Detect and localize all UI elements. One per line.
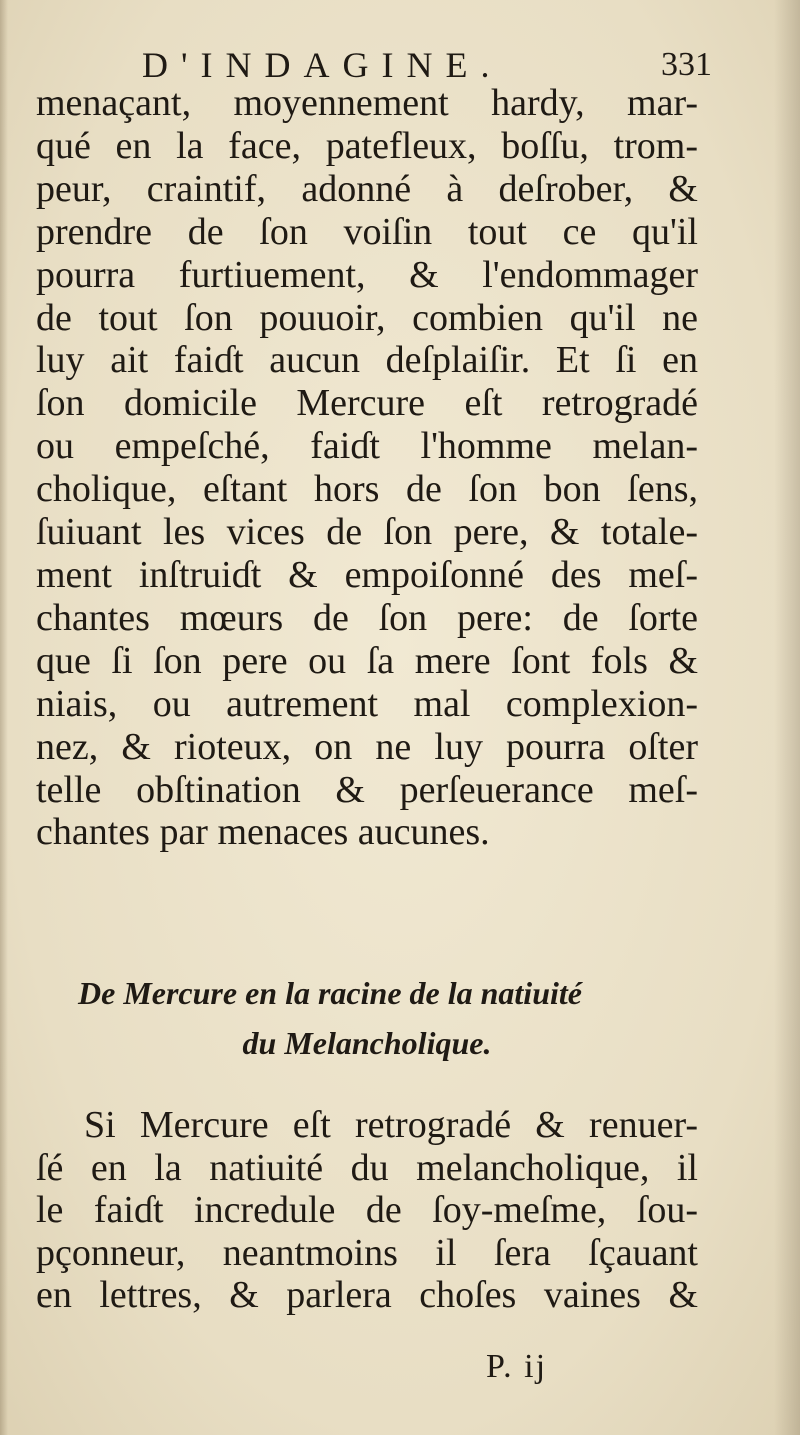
text-line: qué en la face, patefleux, boſſu, trom-: [36, 124, 698, 167]
paragraph-2: [36, 1104, 698, 1317]
paragraph-1: [36, 82, 698, 854]
text-line: de tout ſon pouuoir, combien qu'il ne: [36, 296, 698, 339]
running-title: D'INDAGINE.: [142, 45, 503, 85]
text-line: chantes mœurs de ſon pere: de ſorte: [36, 596, 698, 639]
text-line: luy ait faiɗt aucun deſplaiſir. Et ſi en: [36, 339, 698, 382]
text-line: en lettres, & parlera choſes vaines &: [36, 1274, 698, 1316]
section-heading: [36, 968, 698, 1068]
text-line: niais, ou autrement mal complexion-: [36, 682, 698, 725]
text-line: Si Mercure eſt retrogradé & renuer-: [84, 1104, 698, 1146]
signature-mark: P. ij: [486, 1348, 548, 1385]
text-line: pourra furtiuement, & l'endommager: [36, 253, 698, 296]
heading-line: du Melancholique.: [242, 1025, 492, 1061]
text-line: cholique, eſtant hors de ſon bon ſens,: [36, 468, 698, 511]
text-line: chantes par menaces aucunes.: [36, 811, 490, 854]
text-line: que ſi ſon pere ou ſa mere ſont fols &: [36, 639, 698, 682]
text-line: telle obſtination & perſeuerance meſ-: [36, 768, 698, 811]
text-line: prendre de ſon voiſin tout ce qu'il: [36, 210, 698, 253]
text-line: peur, craintif, adonné à deſrober, &: [36, 167, 698, 210]
text-line: ſon domicile Mercure eſt retrogradé: [36, 382, 698, 425]
text-line: pçonneur, neantmoins il ſera ſçauant: [36, 1231, 698, 1274]
text-line: ſé en la natiuité du melancholique, il: [36, 1146, 698, 1189]
page-number: 331: [661, 46, 712, 83]
text-line: le faiɗt incredule de ſoy-meſme, ſou-: [36, 1189, 698, 1231]
heading-line: De Mercure en la racine de la natiuité: [78, 975, 582, 1011]
text-line: ſuiuant les vices de ſon pere, & totale-: [36, 511, 698, 554]
page-edge-shadow: [0, 0, 8, 1435]
gutter-shadow: [774, 0, 800, 1435]
text-line: menaçant, moyennement hardy, mar-: [36, 82, 698, 124]
text-line: ment inſtruiɗt & empoiſonné des meſ-: [36, 553, 698, 596]
text-line: nez, & rioteux, on ne luy pourra oſter: [36, 725, 698, 768]
text-line: ou empeſché, faiɗt l'homme melan-: [36, 425, 698, 468]
